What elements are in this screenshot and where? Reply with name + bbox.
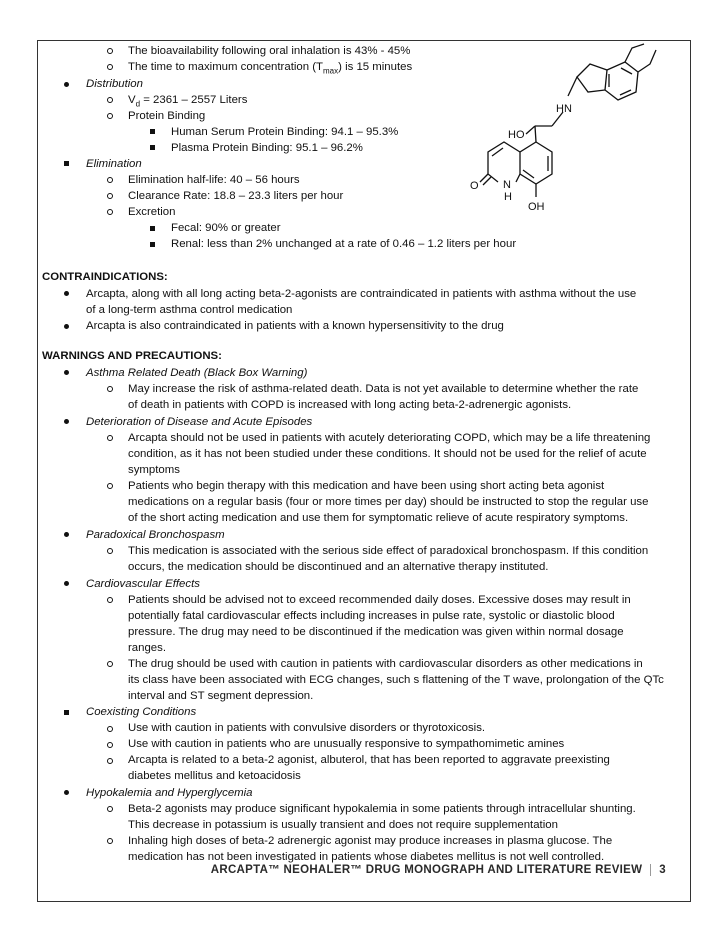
sub-bullet (107, 113, 113, 119)
bronchospasm-line-1: This medication is associated with the serious side effect of paradoxical bronchospasm. If this condition (128, 545, 649, 557)
page-footer (200, 864, 666, 876)
bullet (64, 370, 69, 375)
sub-bullet (107, 726, 113, 732)
cardiovascular-a-line-2: potentially fatal cardiovascular effects including increases in pulse rate, systolic or diastolic blood (128, 610, 615, 622)
sub-bullet (107, 435, 113, 441)
coexisting-heading: Coexisting Conditions (86, 706, 197, 718)
page-number: 3 (650, 864, 666, 876)
square-bullet (150, 226, 155, 231)
bronchospasm-line-2: occurs, the medication should be discontinued and an alternative therapy instituted. (128, 561, 549, 573)
hn-label: HN (556, 103, 572, 115)
cardiovascular-b-line-1: The drug should be used with caution in patients with cardiovascular disorders as other medications in (128, 658, 643, 670)
contraindications-heading: CONTRAINDICATIONS: (42, 271, 168, 283)
bullet (64, 161, 69, 166)
deterioration-a-line-1: Arcapta should not be used in patients with acutely deteriorating COPD, which may be a life threatening (128, 432, 651, 444)
contra-item-1-line-2: of a long-term asthma control medication (86, 304, 293, 316)
bullet (64, 710, 69, 715)
deterioration-heading: Deterioration of Disease and Acute Episodes (86, 416, 313, 428)
excretion-text: Excretion (128, 206, 176, 218)
cardiovascular-a-line-4: ranges. (128, 642, 166, 654)
sub-bullet (107, 483, 113, 489)
contra-item-1-line-1: Arcapta, along with all long acting beta-2-agonists are contraindicated in patients with asthma without the use (86, 288, 637, 300)
footer-title: ARCAPTA™ NEOHALER™ DRUG MONOGRAPH AND LITERATURE REVIEW (210, 864, 643, 876)
asthma-death-line-1: May increase the risk of asthma-related death. Data is not yet available to determine whether the rate (128, 383, 639, 395)
hyperglycemia-b-line-1: Inhaling high doses of beta-2 adrenergic agonist may produce increases in plasma glucose. The (128, 835, 613, 847)
vd-text: $V_d = 2361 - 2557$ Liters (128, 94, 248, 109)
bullet (64, 532, 69, 537)
cardiovascular-b-line-2: its class have been associated with ECG changes, such s flattening of the T wave, prolongation of the QTc (128, 674, 664, 686)
hypokalemia-a-line-1: Beta-2 agonists may produce significant hypokalemia in some patients through intracellular shunting. (128, 803, 636, 815)
sub-bullet (107, 209, 113, 215)
cardiovascular-b-line-3: interval and ST segment depression. (128, 690, 314, 702)
sub-bullet (107, 661, 113, 667)
fecal-text: Fecal: 90% or greater (171, 222, 281, 234)
warnings-heading: WARNINGS AND PRECAUTIONS: (42, 350, 222, 362)
contra-item-2: Arcapta is also contraindicated in patients with a known hypersensitivity to the drug (86, 320, 504, 332)
bullet (64, 324, 69, 329)
sub-bullet (107, 597, 113, 603)
quinolinone-benzene-ring (520, 142, 552, 184)
square-bullet (150, 242, 155, 247)
cardiovascular-a-line-1: Patients should be advised not to exceed recommended daily doses. Excessive doses may result in (128, 594, 631, 606)
bronchospasm-heading: Paradoxical Bronchospasm (86, 529, 225, 541)
deterioration-b-line-3: of the short acting medication and use them for symptomatic relieve of acute respiratory symptoms. (128, 512, 629, 524)
protein-binding-text: Protein Binding (128, 110, 206, 122)
deterioration-a-line-3: symptoms (128, 464, 180, 476)
bullet (64, 419, 69, 424)
sub-bullet (107, 48, 113, 54)
plasma-protein-binding: Plasma Protein Binding: 95.1 – 96.2% (171, 142, 363, 154)
deterioration-b-line-1: Patients who begin therapy with this medication and have been using short acting beta agonist (128, 480, 605, 492)
hypokalemia-a-line-2: This decrease in potassium is usually transient and does not require supplementation (128, 819, 558, 831)
renal-text: Renal: less than 2% unchanged at a rate of 0.46 – 1.2 liters per hour (171, 238, 517, 250)
coexisting-c-line-1: Arcapta is related to a beta-2 agonist, albuterol, that has been reported to aggravate preexisting (128, 754, 610, 766)
cyclopentane-ring (577, 64, 607, 92)
tmax-text: The time to maximum concentration $(T_{max})$ is 15 minutes (128, 61, 413, 76)
coexisting-a: Use with caution in patients with convulsive disorders or thyrotoxicosis. (128, 722, 486, 734)
cardiovascular-a-line-3: pressure. The drug may need to be discontinued if the medication was given within normal dosage (128, 626, 624, 638)
distribution-heading: Distribution (86, 78, 143, 90)
sub-bullet (107, 758, 113, 764)
asthma-death-heading: Asthma Related Death (Black Box Warning) (86, 367, 308, 379)
bullet (64, 581, 69, 586)
sub-bullet (107, 742, 113, 748)
coexisting-c-line-2: diabetes mellitus and ketoacidosis (128, 770, 301, 782)
bullet (64, 82, 69, 87)
square-bullet (150, 129, 155, 134)
bioavailability-text: The bioavailability following oral inhalation is 43% - 45% (128, 45, 411, 57)
bullet (64, 291, 69, 296)
hydrogen-label: H (504, 191, 512, 203)
sub-bullet (107, 177, 113, 183)
half-life-text: Elimination half-life: 40 – 56 hours (128, 174, 300, 186)
sub-bullet (107, 806, 113, 812)
coexisting-b: Use with caution in patients who are unusually responsive to sympathomimetic amines (128, 738, 565, 750)
bullet (64, 790, 69, 795)
hyperglycemia-b-line-2: medication has not been investigated in patients whose diabetes mellitus is not well controlled. (128, 851, 605, 863)
deterioration-a-line-2: condition, as it has not been studied under these conditions. It should not be used for the relief of acute (128, 448, 647, 460)
hypokalemia-heading: Hypokalemia and Hyperglycemia (86, 787, 253, 799)
sub-bullet (107, 193, 113, 199)
sub-bullet (107, 97, 113, 103)
deterioration-b-line-2: medications on a regular basis (four or more times per day) should be instructed to stop the regular use (128, 496, 649, 508)
oxygen-label: O (470, 180, 479, 192)
human-serum-binding: Human Serum Protein Binding: 94.1 – 95.3% (171, 126, 399, 138)
oh-label: OH (528, 201, 545, 213)
cardiovascular-heading: Cardiovascular Effects (86, 578, 200, 590)
sub-bullet (107, 386, 113, 392)
clearance-text: Clearance Rate: 18.8 – 23.3 liters per hour (128, 190, 344, 202)
asthma-death-line-2: of death in patients with COPD is increased with long acting beta-2-adrenergic agonists. (128, 399, 572, 411)
indacaterol-structure-image (470, 42, 670, 220)
sub-bullet (107, 838, 113, 844)
sub-bullet (107, 548, 113, 554)
nitrogen-label: N (503, 179, 511, 191)
sub-bullet (107, 64, 113, 70)
ho-label: HO (508, 129, 525, 141)
elimination-heading: Elimination (86, 158, 142, 170)
square-bullet (150, 145, 155, 150)
